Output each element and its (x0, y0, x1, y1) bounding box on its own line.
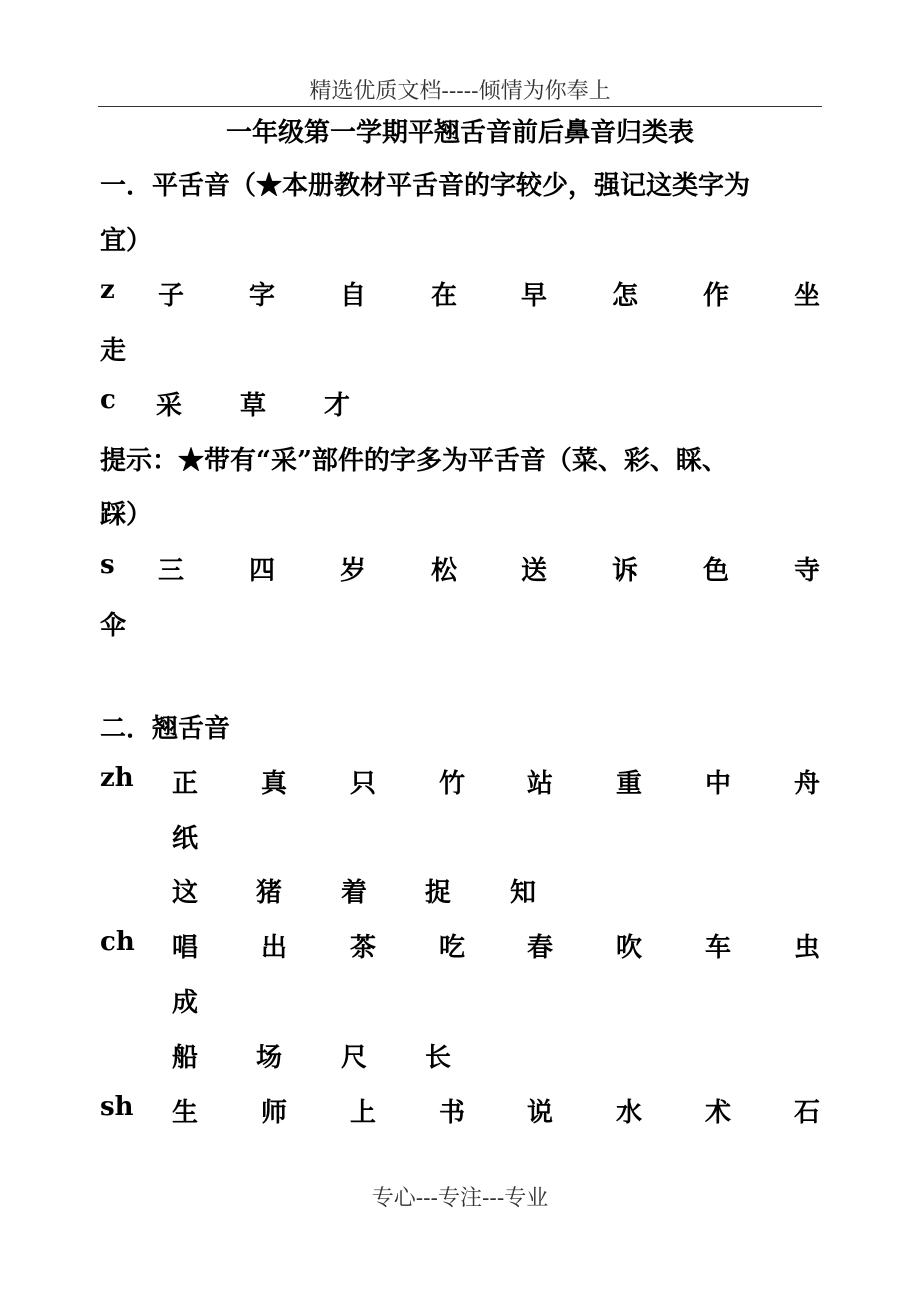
char-c-2: 草 (240, 391, 267, 421)
char-s-5: 送 (521, 556, 548, 586)
char-ch-3: 茶 (350, 933, 377, 963)
char-ch-1: 唱 (172, 933, 199, 963)
char-zh-2: 真 (261, 769, 288, 799)
char-zh-3: 只 (350, 769, 377, 799)
char-z-4: 在 (431, 281, 458, 311)
char-sh-5: 说 (527, 1098, 554, 1128)
char-ch-6: 吹 (616, 933, 643, 963)
char-zh-row2-5: 知 (510, 878, 537, 908)
char-zh-6: 重 (616, 769, 643, 799)
char-s-6: 诉 (612, 556, 639, 586)
char-z-5: 早 (521, 281, 548, 311)
char-zh-row2-3: 着 (341, 878, 368, 908)
char-sh-1: 生 (172, 1098, 199, 1128)
char-s-7: 色 (703, 556, 730, 586)
row-label-c: c (100, 385, 116, 415)
char-s-1: 三 (158, 556, 185, 586)
char-z-2: 字 (249, 281, 276, 311)
char-zh-1: 正 (172, 769, 199, 799)
row-label-zh: zh (100, 763, 134, 793)
char-ch-row2-4: 长 (425, 1043, 452, 1073)
char-ch-5: 春 (527, 933, 554, 963)
char-sh-2: 师 (261, 1098, 288, 1128)
char-sh-8: 石 (794, 1098, 821, 1128)
char-ch-wrap: 成 (172, 988, 199, 1018)
char-s-wrap: 伞 (100, 611, 127, 641)
row-label-s: s (100, 550, 115, 580)
char-z-wrap: 走 (100, 336, 127, 366)
char-ch-4: 吃 (439, 933, 466, 963)
char-s-3: 岁 (340, 556, 367, 586)
char-z-3: 自 (340, 281, 367, 311)
page-footer: 专心---专注---专业 (371, 1186, 549, 1211)
char-ch-row2-1: 船 (172, 1043, 199, 1073)
section2-heading: 二．翘舌音 (100, 714, 231, 744)
char-z-7: 作 (703, 281, 730, 311)
char-ch-row2-2: 场 (256, 1043, 283, 1073)
char-zh-8: 舟 (794, 769, 821, 799)
char-ch-2: 出 (261, 933, 288, 963)
char-z-1: 子 (158, 281, 185, 311)
char-z-6: 怎 (612, 281, 639, 311)
char-ch-8: 虫 (794, 933, 821, 963)
tip-line1: 提示：★带有“采”部件的字多为平舌音（菜、彩、睬、 (100, 446, 728, 476)
char-zh-7: 中 (705, 769, 732, 799)
document-title: 一年级第一学期平翘舌音前后鼻音归类表 (225, 118, 694, 148)
char-sh-7: 术 (705, 1098, 732, 1128)
char-zh-row2-4: 捉 (425, 878, 452, 908)
char-zh-5: 站 (527, 769, 554, 799)
section1-heading-line1: 一．平舌音（★本册教材平舌音的字较少，强记这类字为 (100, 171, 751, 201)
char-sh-6: 水 (616, 1098, 643, 1128)
char-ch-row2-3: 尺 (341, 1043, 368, 1073)
char-zh-row2-1: 这 (172, 878, 199, 908)
header-rule (98, 106, 822, 107)
tip-line2: 踩） (100, 500, 153, 530)
char-z-8: 坐 (794, 281, 821, 311)
char-c-1: 采 (156, 391, 183, 421)
char-s-8: 寺 (794, 556, 821, 586)
char-zh-wrap: 纸 (172, 824, 199, 854)
row-label-sh: sh (100, 1092, 134, 1122)
row-label-ch: ch (100, 927, 135, 957)
char-sh-4: 书 (439, 1098, 466, 1128)
page-header: 精选优质文档-----倾情为你奉上 (309, 79, 611, 104)
section1-heading-line2: 宜） (100, 226, 153, 256)
char-sh-3: 上 (350, 1098, 377, 1128)
char-ch-7: 车 (705, 933, 732, 963)
char-s-2: 四 (249, 556, 276, 586)
char-zh-row2-2: 猪 (256, 878, 283, 908)
row-label-z: z (100, 275, 115, 305)
char-s-4: 松 (431, 556, 458, 586)
char-c-3: 才 (324, 391, 351, 421)
char-zh-4: 竹 (439, 769, 466, 799)
